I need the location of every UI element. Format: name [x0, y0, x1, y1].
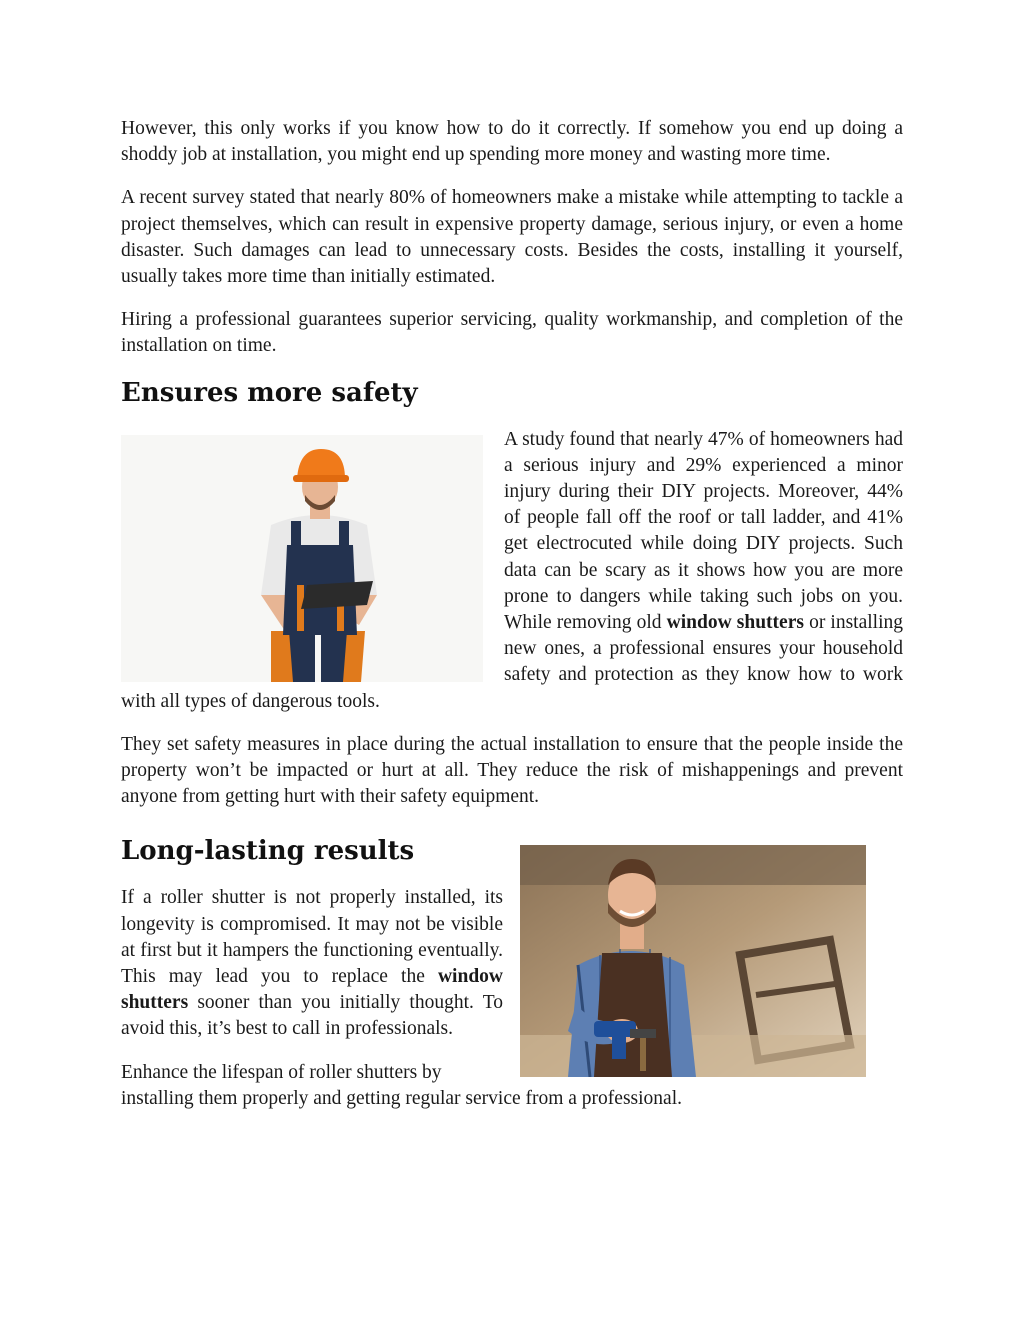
safety-paragraph-1: A study found that nearly 47% of homeowners had a serious injury and 29% experienced a minor injury during their DIY projects. Moreover, 44% of people fall off the roof or tall ladder, and 41% get electrocuted while doing DIY projects. Such data can be scary as it shows how you are more prone to dangers while taking such jobs on you. While removing old window shutters or installing new ones, a professional ensures your household safety and protection as they know how to work with all types of dangerous tools.	[121, 428, 904, 712]
intro-paragraph-2: A recent survey stated that nearly 80% of homeowners make a mistake while attempting to tackle a project themselves, which can result in expensive property damage, serious injury, or even a home disaster. Such damages can lead to unnecessary costs. Besides the costs, installing it yourself, usually takes more time than initially estimated.	[121, 187, 903, 288]
longlasting-heading: Long-lasting results	[121, 836, 415, 867]
worker-with-hardhat-image	[121, 435, 483, 682]
intro-paragraph-3: Hiring a professional guarantees superior servicing, quality workmanship, and completion of the installation on time.	[121, 309, 903, 357]
intro-paragraph-1: However, this only works if you know how to do it correctly. If somehow you end up doing a shoddy job at installation, you might end up spending more money and wasting more time.	[121, 118, 903, 166]
carpenter-with-drill-image	[520, 845, 866, 1077]
longlasting-paragraph-2: Enhance the lifespan of roller shutters by installing them properly and getting regular service from a professional.	[121, 1061, 682, 1109]
window-shutters-keyword: window shutters	[666, 612, 804, 634]
window-shutters-keyword: window shutters	[121, 966, 503, 1014]
document-page	[121, 116, 903, 1129]
safety-paragraph-2: They set safety measures in place during the actual installation to ensure that the people inside the property won’t be impacted or hurt at all. They reduce the risk of mishappenings and prevent anyone from getting hurt with their safety equipment.	[121, 733, 903, 808]
longlasting-paragraph-1: If a roller shutter is not properly installed, its longevity is compromised. It may not be visible at first but it hampers the functioning eventually. This may lead you to replace the window shutters sooner than you initially thought. To avoid this, it’s best to call in professionals.	[121, 887, 503, 1040]
safety-heading: Ensures more safety	[121, 377, 418, 408]
